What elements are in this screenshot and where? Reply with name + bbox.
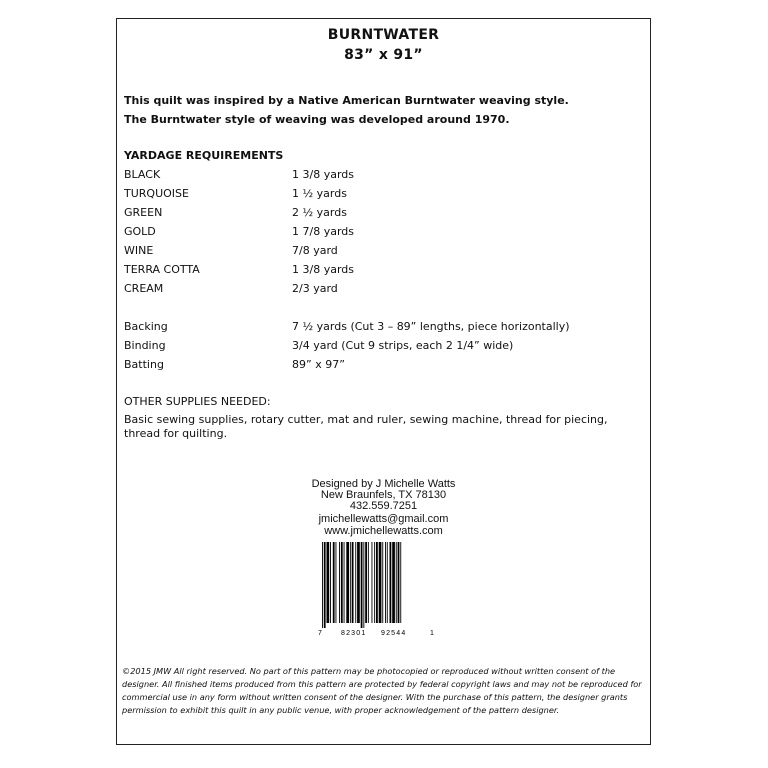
fabric-quantity: 1 3/8 yards [292,168,354,181]
barcode-bar [372,542,373,623]
barcode-bar [400,542,401,623]
barcode-bar [363,542,364,628]
designer-city: New Braunfels, TX 78130 [320,489,447,501]
barcode-bar [344,542,345,623]
designer-phone: 432.559.7251 [349,500,418,512]
intro-line-1: This quilt was inspired by a Native American Burntwater weaving style. [124,94,569,107]
finishing-quantity: 7 ½ yards (Cut 3 – 89” lengths, piece horizontally) [292,320,570,333]
fabric-label: CREAM [124,282,164,295]
supplies-text: Basic sewing supplies, rotary cutter, mat and ruler, sewing machine, thread for piecing, thread for quilting. [124,413,608,440]
barcode-bar [322,542,323,628]
upc-barcode [314,542,438,638]
barcode-bar [339,542,340,623]
barcode-bar [352,542,354,623]
barcode-bar [336,542,337,623]
designer-credit: Designed by J Michelle Watts [311,478,456,490]
barcode-bar [346,542,349,623]
finishing-quantity: 89” x 97” [292,358,345,371]
yardage-heading: YARDAGE REQUIREMENTS [124,149,284,162]
finishing-label: Binding [124,339,166,352]
barcode-bar [387,542,388,623]
barcode-bar [355,542,356,623]
barcode-bar [385,542,386,623]
finishing-label: Backing [124,320,168,333]
barcode-bar [333,542,335,623]
supplies-heading: OTHER SUPPLIES NEEDED: [124,395,271,408]
barcode-bar [341,542,343,623]
barcode-group-1: 82301 [341,630,367,637]
finishing-label: Batting [124,358,164,371]
fabric-label: WINE [124,244,154,257]
barcode-bar [376,542,378,623]
barcode-bar [396,542,397,623]
barcode-bar [390,542,392,623]
barcode-digit-left: 7 [318,630,322,637]
intro-line-2: The Burntwater style of weaving was developed around 1970. [124,113,510,126]
barcode-bar [361,542,363,628]
barcode-bar [324,542,326,628]
pattern-sheet [116,18,651,745]
fabric-label: TERRA COTTA [124,263,200,276]
barcode-bar [350,542,351,623]
fabric-quantity: 7/8 yard [292,244,338,257]
finishing-quantity: 3/4 yard (Cut 9 strips, each 2 1/4” wide) [292,339,514,352]
barcode-group-2: 92544 [381,630,407,637]
fabric-quantity: 1 7/8 yards [292,225,354,238]
fabric-quantity: 2 ½ yards [292,206,347,219]
barcode-bar [368,542,369,623]
designer-email: jmichellewatts@gmail.com [318,513,449,525]
barcode-bar [365,542,367,623]
fabric-label: GREEN [124,206,163,219]
barcode-bars [322,542,401,628]
fabric-label: GOLD [124,225,156,238]
barcode-digit-right: 1 [430,630,434,637]
fabric-quantity: 1 ½ yards [292,187,347,200]
designer-website: www.jmichellewatts.com [324,525,443,537]
barcode-bar [398,542,400,623]
barcode-bar [374,542,375,623]
copyright-notice: ©2015 JMW All right reserved. No part of this pattern may be photocopied or reproduced without written consent of the designer. All finished items produced from this pattern are protected by federal copyright laws and may not be reproduced for commercial use in any form without written consent of the designer. With the purchase of this pattern, the designer grants permission to exhibit this quilt in any public venue, with proper acknowledgement of the pattern designer. [122,666,642,715]
barcode-bar [327,542,330,623]
fabric-quantity: 1 3/8 yards [292,263,354,276]
quilt-size: 83” x 91” [344,47,423,63]
barcode-bar [330,542,331,623]
fabric-label: BLACK [124,168,161,181]
fabric-quantity: 2/3 yard [292,282,338,295]
barcode-bar [379,542,382,623]
pattern-title: BURNTWATER [327,27,440,43]
barcode-bar [392,542,395,623]
barcode-bar [357,542,360,623]
barcode-bar [382,542,383,623]
fabric-label: TURQUOISE [124,187,189,200]
